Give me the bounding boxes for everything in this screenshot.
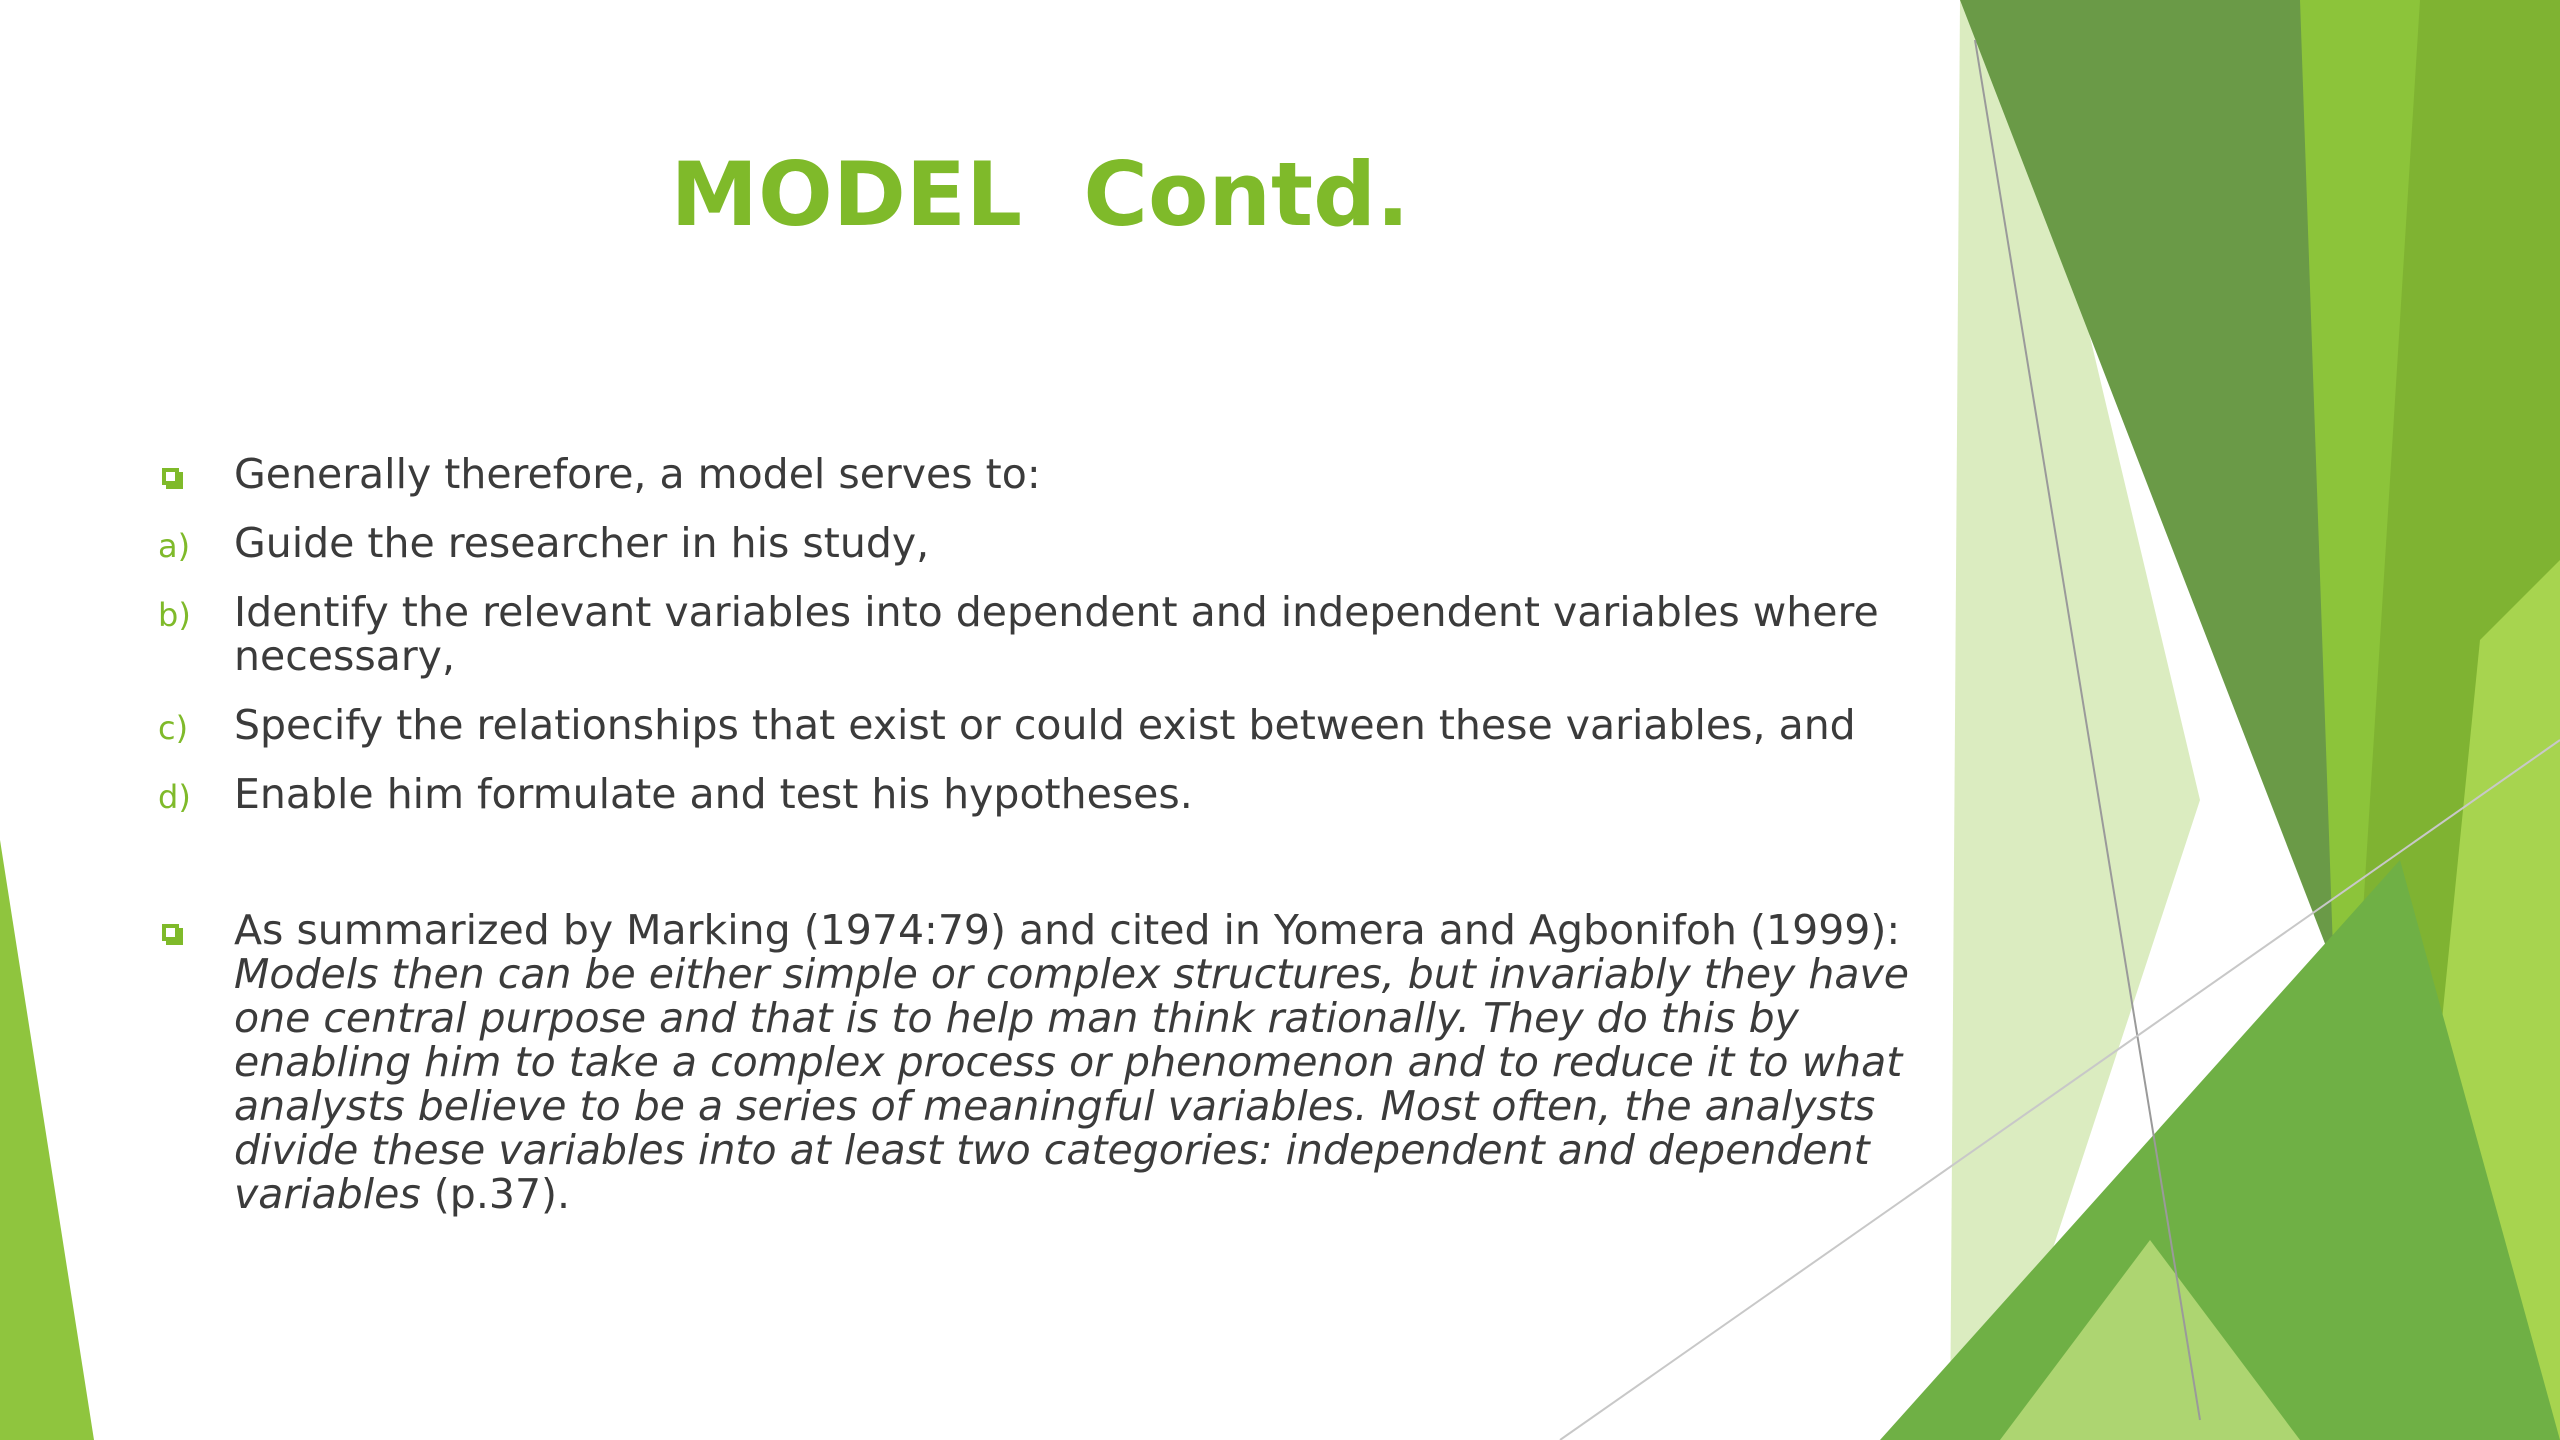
quote-intro: As summarized by Marking (1974:79) and cited in Yomera and Agbonifoh (1999): [234, 906, 1901, 954]
facet-left-strip [0, 840, 94, 1440]
list-marker: d) [158, 778, 191, 816]
checkbox-icon [162, 468, 179, 485]
list-text: Guide the researcher in his study, [234, 519, 930, 567]
quote-citation: (p.37). [420, 1170, 571, 1218]
list-marker: b) [158, 596, 191, 634]
list-item [158, 452, 1958, 496]
list-item [158, 703, 1958, 747]
list-item-quote [158, 908, 1958, 1216]
list-item [158, 772, 1958, 816]
bullet-text: Generally therefore, a model serves to: [234, 450, 1041, 498]
list-marker: c) [158, 709, 189, 747]
list-text: Specify the relationships that exist or could exist between these variables, and [234, 701, 1856, 749]
list-text: Enable him formulate and test his hypotheses. [234, 770, 1193, 818]
list-marker: a) [158, 527, 191, 565]
list-item [158, 521, 1958, 565]
bullet-list [158, 452, 1958, 1241]
list-item [158, 590, 1958, 678]
slide-title: MODEL Contd. [670, 143, 1410, 246]
list-text: Identify the relevant variables into dependent and independent variables where necessary, [234, 588, 1879, 680]
checkbox-icon [162, 924, 179, 941]
quote-text: Models then can be either simple or complex structures, but invariably they have one central purpose and that is to help man think rationally. They do this by enabling him to take a complex process or phenomenon and to reduce it to what analysts believe to be a series of meaningful variables. Most often, the analysts divide these variables into at least two categories: independent and dependent variables [234, 950, 1909, 1218]
